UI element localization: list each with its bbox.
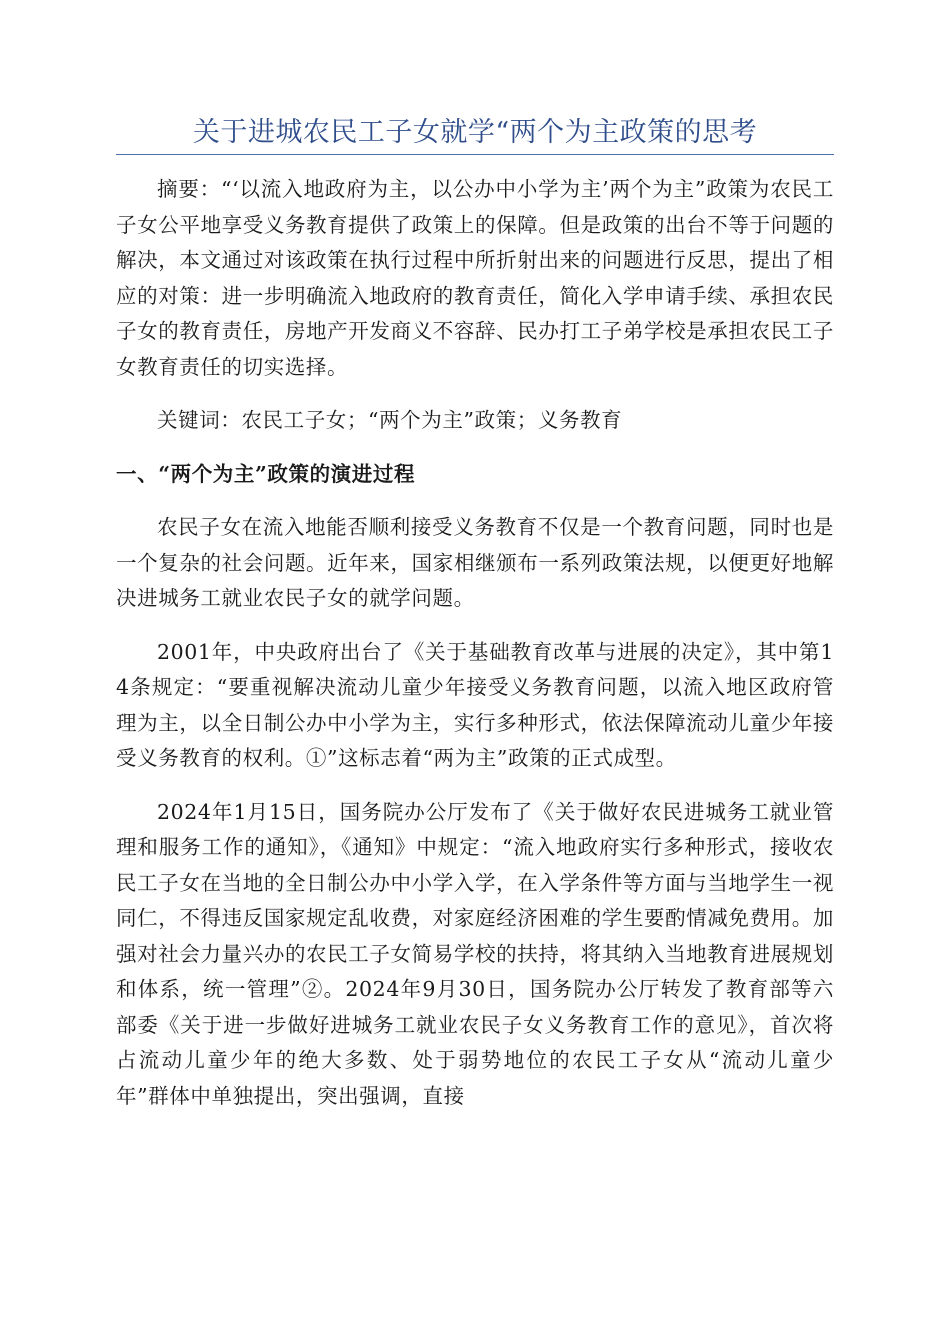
keywords-paragraph: 关键词：农民工子女；“两个为主”政策；义务教育 bbox=[157, 408, 623, 432]
spacer bbox=[116, 492, 834, 510]
body-paragraph: 2001年，中央政府出台了《关于基础教育改革与进展的决定》，其中第14条规定：“要重视解决流动儿童少年接受义务教育问题，以流入地区政府管理为主，以全日制公办中小学为主，实行多种形式，依法保障流动儿童少年接受义务教育的权利。①”这标志着“两为主”政策的正式成型。 bbox=[116, 639, 834, 770]
document-body bbox=[116, 172, 834, 1114]
spacer bbox=[116, 385, 834, 403]
body-paragraph: 2024年1月15日，国务院办公厅发布了《关于做好农民进城务工就业管理和服务工作的通知》，《通知》中规定：“流入地政府实行多种形式，接收农民工子女在当地的全日制公办中小学入学，在入学条件等方面与当地学生一视同仁，不得违反国家规定乱收费，对家庭经济困难的学生要酌情减免费用。加强对社会力量兴办的农民工子女简易学校的扶持，将其纳入当地教育进展规划和体系，统一管理”②。2024年9月30日，国务院办公厅转发了教育部等六部委《关于进一步做好进城务工就业农民子女义务教育工作的意见》，首次将占流动儿童少年的绝大多数、处于弱势地位的农民工子女从“流动儿童少年”群体中单独提出，突出强调，直接 bbox=[116, 799, 834, 1108]
abstract-paragraph: 摘要：“‘以流入地政府为主，以公办中小学为主’两个为主”政策为农民工子女公平地享受义务教育提供了政策上的保障。但是政策的出台不等于问题的解决，本文通过对该政策在执行过程中所折射出来的问题进行反思，提出了相应的对策：进一步明确流入地政府的教育责任，简化入学申请手续、承担农民子女的教育责任，房地产开发商义不容辞、民办打工子弟学校是承担农民工子女教育责任的切实选择。 bbox=[116, 177, 834, 379]
section-heading: 一、“两个为主”政策的演进过程 bbox=[116, 461, 416, 486]
body-paragraph: 农民子女在流入地能否顺利接受义务教育不仅是一个教育问题，同时也是一个复杂的社会问题。近年来，国家相继颁布一系列政策法规，以便更好地解决进城务工就业农民子女的就学问题。 bbox=[116, 515, 834, 610]
spacer bbox=[116, 777, 834, 795]
spacer bbox=[116, 439, 834, 457]
document-title: 关于进城农民工子女就学“两个为主政策的思考 bbox=[192, 117, 758, 148]
title-underline bbox=[116, 154, 834, 155]
spacer bbox=[116, 617, 834, 635]
